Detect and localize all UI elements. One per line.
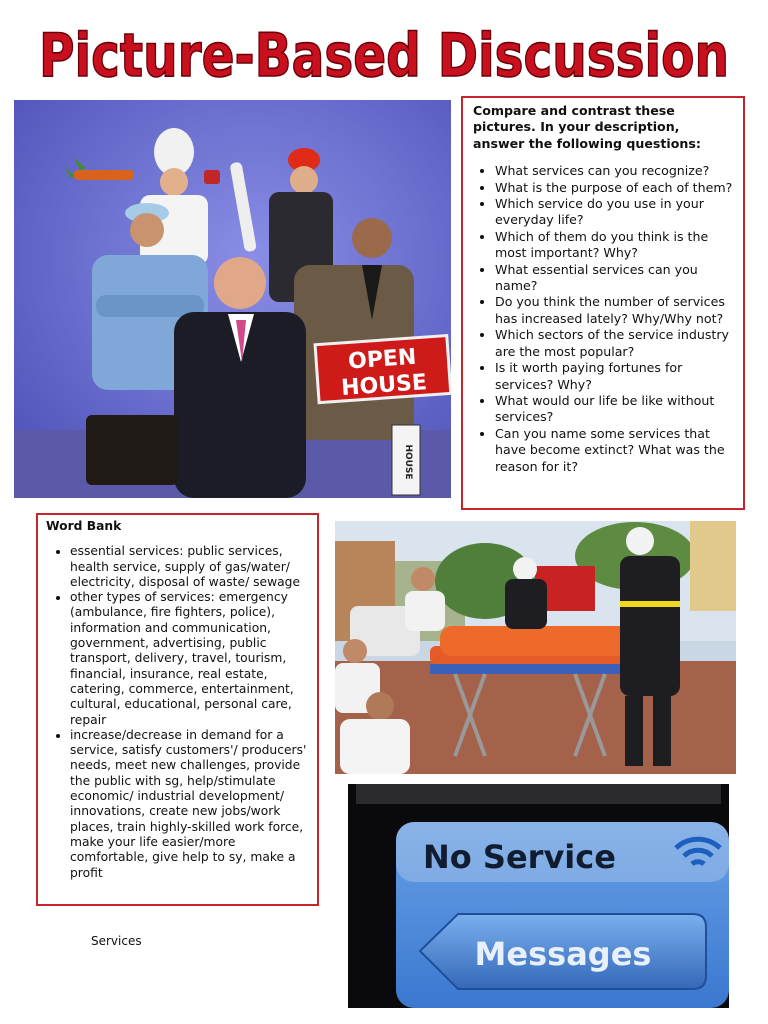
emergency-services-photo (335, 521, 736, 774)
page-title-text: Picture-Based Discussion (39, 21, 729, 91)
question-item: • Which of them do you think is the most important? Why? (495, 229, 733, 262)
question-item: • Is it worth paying fortunes for services? Why? (495, 360, 733, 393)
question-item: • What is the purpose of each of them? (495, 180, 733, 196)
question-item: • What essential services can you name? (495, 262, 733, 295)
word-bank-item: • essential services: public services, health service, supply of gas/water/ electricity, disposal of waste/ sewage (70, 544, 309, 590)
question-item: • What services can you recognize? (495, 163, 733, 179)
page-title (30, 8, 738, 94)
questions-list (473, 163, 733, 475)
question-item: • Which service do you use in your everyday life? (495, 196, 733, 229)
word-bank-item: • other types of services: emergency (ambulance, fire fighters, police), information and communication, government, advertising, public transport, delivery, travel, tourism, financial, insurance, real estate, catering, commerce, entertainment, cultural, educational, personal care, repair (70, 590, 309, 728)
services-caption: Services (91, 934, 142, 948)
question-item: • Which sectors of the service industry are the most popular? (495, 327, 733, 360)
questions-intro: Compare and contrast these pictures. In your description, answer the following questions: (473, 103, 701, 151)
open-house-sign-line1: OPEN (347, 344, 418, 375)
word-bank-heading: Word Bank (46, 519, 122, 533)
open-house-sign-line2: HOUSE (340, 370, 428, 401)
no-service-status: No Service (423, 838, 616, 876)
question-item: • Can you name some services that have become extinct? What was the reason for it? (495, 426, 733, 475)
phone-no-service-photo (348, 784, 729, 1008)
open-house-small-sign: HOUSE (403, 444, 413, 480)
discussion-questions-box (461, 96, 745, 510)
question-item: • What would our life be like without services? (495, 393, 733, 426)
word-bank-list (46, 544, 309, 881)
messages-button-label: Messages (474, 935, 652, 973)
question-item: • Do you think the number of services has increased lately? Why/Why not? (495, 294, 733, 327)
word-bank-item: • increase/decrease in demand for a service, satisfy customers'/ producers' needs, meet new challenges, provide the public with sg, help/stimulate economic/ industrial development/ innovations, create new jobs/work places, train highly-skilled work force, make your life easier/more comfortable, give help to sy, make a profit (70, 728, 309, 881)
service-workers-photo (14, 100, 451, 498)
word-bank-box (36, 513, 319, 906)
